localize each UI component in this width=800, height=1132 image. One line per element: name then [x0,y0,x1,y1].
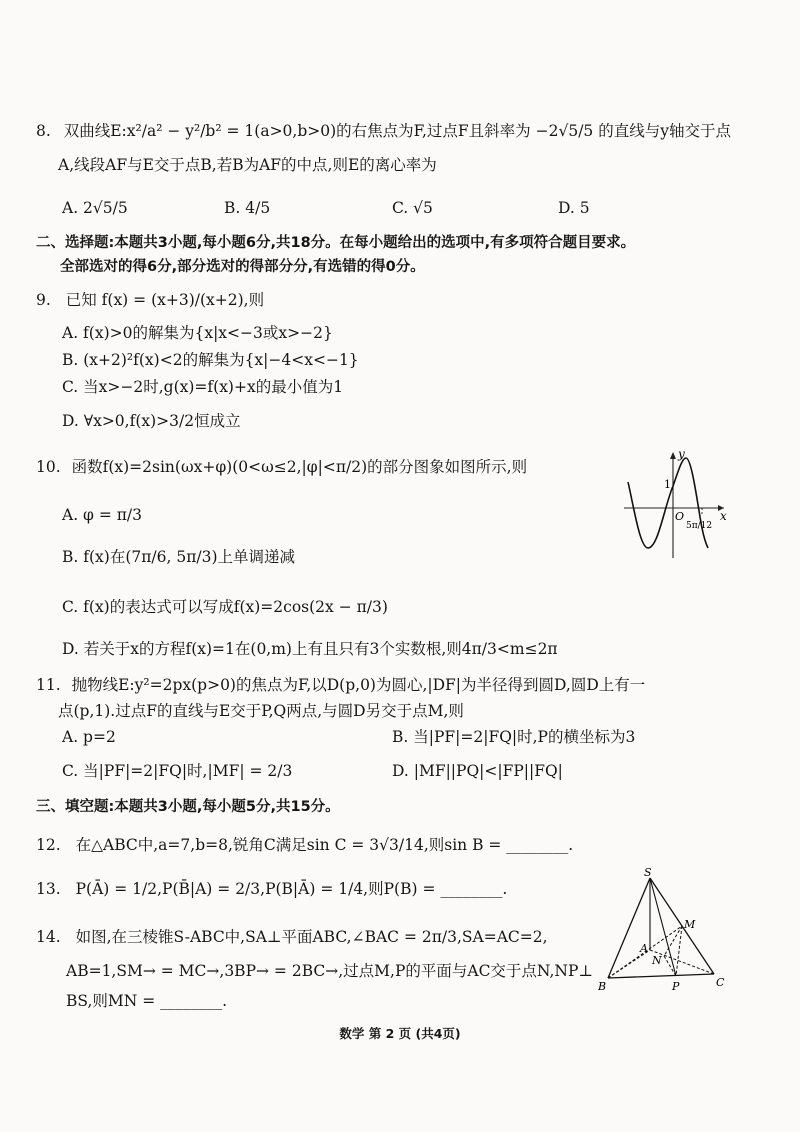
y-tick-label: 1 [664,478,671,491]
q8-option-a: A. 2√5/5 [62,199,128,217]
label-m: M [684,918,696,931]
q9-stem-line [36,289,264,311]
y-axis-arrow-icon [670,452,676,459]
q14-line3: BS,则MN = ________. [66,992,228,1010]
q10-stem-line [36,456,527,478]
label-c: C [716,976,725,989]
sine-curve [628,458,708,548]
q11-line2: 点(p,1).过点F的直线与E交于P,Q两点,与圆D另交于点M,则 [58,702,464,720]
q11-number: 11. [36,676,61,694]
x-tick-label: 5π/12 [686,521,713,531]
q13-number: 13. [36,880,61,898]
q11-option-c: C. 当|PF|=2|FQ|时,|MF| = 2/3 [62,762,293,780]
label-b: B [598,980,607,993]
q12-number: 12. [36,836,61,854]
q8-option-c: C. √5 [392,199,433,217]
q9-number: 9. [36,291,51,309]
q8-option-b: B. 4/5 [224,199,271,217]
label-a: A [640,942,648,955]
q12-line [36,834,573,856]
page-footer: 数学 第 2 页 (共4页) [339,1026,461,1041]
q10-number: 10. [36,458,61,476]
label-p: P [672,980,680,993]
section2-heading: 二、选择题:本题共3小题,每小题6分,共18分。在每小题给出的选项中,有多项符合题目要求。 [36,235,636,251]
q14-line1 [36,926,548,948]
q11-option-b: B. 当|PF|=2|FQ|时,P的横坐标为3 [392,728,636,746]
q11-line1-text: 抛物线E:y²=2px(p>0)的焦点为F,以D(p,0)为圆心,|DF|为半径得到圆D,圆D上有一 [71,676,646,694]
edge-bc [608,974,714,978]
q10-sine-graph [620,448,730,560]
q12-stem: 在△ABC中,a=7,b=8,锐角C满足sin C = 3√3/14,则sin B = ________. [75,836,574,854]
q10-option-b: B. f(x)在(7π/6, 5π/3)上单调递减 [62,548,296,566]
q14-pyramid-figure [596,864,736,994]
q8-line2: A,线段AF与E交于点B,若B为AF的中点,则E的离心率为 [58,156,437,174]
q11-option-d: D. |MF||PQ|<|FP||FQ| [392,762,563,780]
q14-line1-text: 如图,在三棱锥S-ABC中,SA⊥平面ABC,∠BAC = 2π/3,SA=AC=2, [75,928,548,946]
q14-line2: AB=1,SM→ = MC→,3BP→ = 2BC→,过点M,P的平面与AC交于点N,NP⊥ [66,962,593,980]
q9-option-b: B. (x+2)²f(x)<2的解集为{x|−4<x<−1} [62,351,359,369]
q13-line [36,878,507,900]
q8-line1-text: 双曲线E:x²/a² − y²/b² = 1(a>0,b>0)的右焦点为F,过点F且斜率为 −2√5/5 的直线与y轴交于点 [63,122,731,140]
q9-option-a: A. f(x)>0的解集为{x|x<−3或x>−2} [62,324,333,342]
q14-number: 14. [36,928,61,946]
q9-option-d: D. ∀x>0,f(x)>3/2恒成立 [62,412,241,430]
q10-option-d: D. 若关于x的方程f(x)=1在(0,m)上有且只有3个实数根,则4π/3<m≤2π [62,640,558,658]
section2-instructions: 全部选对的得6分,部分选对的得部分分,有选错的得0分。 [60,259,425,275]
y-label: y [678,448,685,461]
label-s: S [644,866,652,879]
q10-stem: 函数f(x)=2sin(ωx+φ)(0<ω≤2,|φ|<π/2)的部分图象如图所示,则 [71,458,528,476]
q8-number: 8. [36,122,51,140]
q10-option-a: A. φ = π/3 [62,506,143,524]
segment-mp [676,926,682,976]
q8-option-d: D. 5 [558,199,590,217]
x-label: x [720,509,727,523]
q8-line1 [36,120,736,142]
q11-line1 [36,674,645,696]
q11-option-a: A. p=2 [62,728,116,746]
q13-stem: P(Ā) = 1/2,P(B̄|A) = 2/3,P(B|Ā) = 1/4,则P(B) = ________. [75,880,508,898]
label-n: N [652,954,662,967]
q9-option-c: C. 当x>−2时,g(x)=f(x)+x的最小值为1 [62,378,344,396]
section3-heading: 三、填空题:本题共3小题,每小题5分,共15分。 [36,799,340,815]
origin-label: O [675,510,685,523]
q10-option-c: C. f(x)的表达式可以写成f(x)=2cos(2x − π/3) [62,598,388,616]
q9-stem: 已知 f(x) = (x+3)/(x+2),则 [65,291,265,309]
